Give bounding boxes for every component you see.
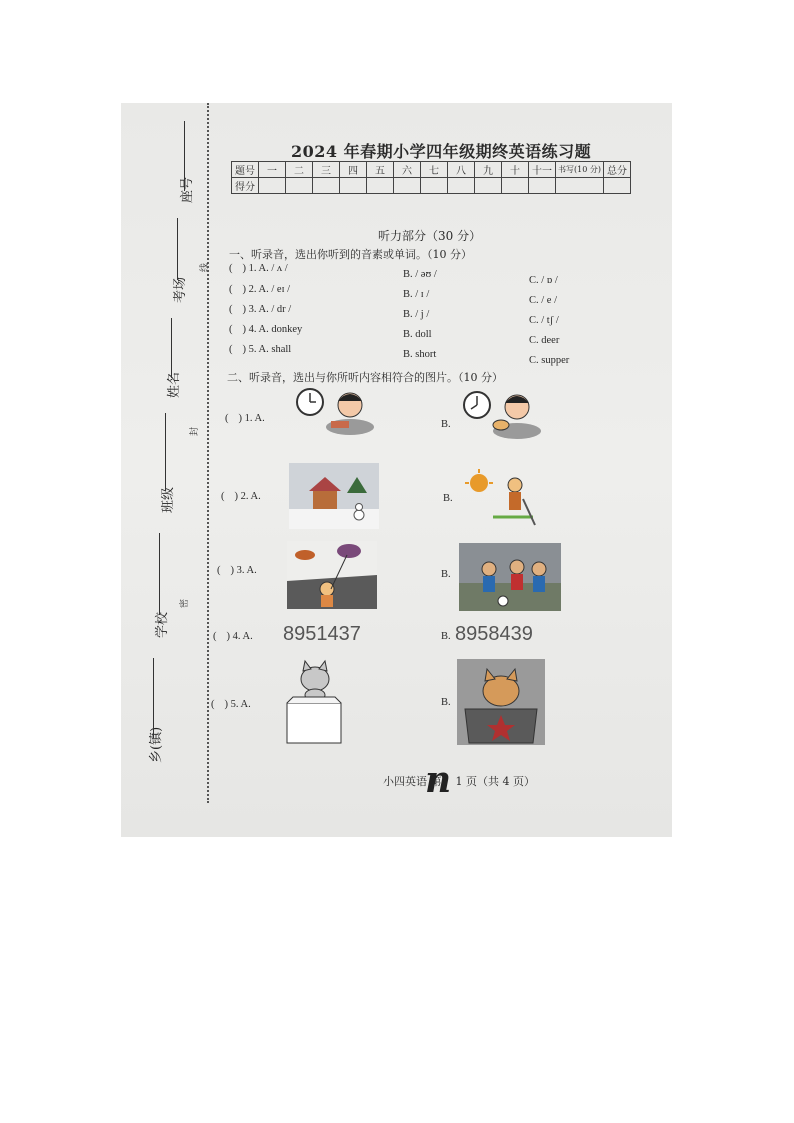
q1-option-a: ) 1. A. / ʌ / (242, 263, 288, 274)
binding-dotted-line (207, 103, 209, 803)
p4-label: ) 4. A. (226, 631, 253, 642)
answer-bracket[interactable]: ( (217, 565, 231, 576)
score-cell[interactable] (367, 178, 394, 194)
p3-item (217, 565, 257, 576)
score-cell[interactable] (259, 178, 286, 194)
phone-number-b: 8958439 (455, 623, 533, 645)
score-cell[interactable] (448, 178, 475, 194)
score-label: 得分 (232, 178, 259, 194)
col-header: 书写(10 分) (556, 162, 604, 178)
township-underline (153, 658, 154, 738)
class-underline (165, 413, 166, 491)
q3-option-a: ) 3. A. / dr / (242, 304, 292, 315)
p1-option-b: B. (441, 419, 451, 430)
p5-label: ) 5. A. (224, 699, 251, 710)
q1-item (229, 263, 288, 274)
clock-girl-eating-picture-a (295, 385, 379, 441)
q4-option-b: B. doll (403, 329, 432, 340)
exam-room-underline (177, 218, 178, 280)
col-header: 五 (367, 162, 394, 178)
cat-on-box-picture (281, 659, 347, 745)
col-header: 十一 (529, 162, 556, 178)
boys-playing-football-picture (459, 543, 561, 611)
name-underline (171, 318, 172, 378)
name-label: 姓名 (167, 371, 182, 398)
score-cell[interactable] (313, 178, 340, 194)
score-cell[interactable] (529, 178, 556, 194)
school-underline (159, 533, 160, 615)
p3-option-b: B. (441, 569, 451, 580)
handwritten-n-mark: n (425, 759, 452, 801)
answer-bracket[interactable]: ( (221, 491, 235, 502)
score-cell[interactable] (475, 178, 502, 194)
secret-mark: 密 (180, 598, 191, 609)
class-label: 班级 (161, 486, 176, 513)
p1-item (225, 413, 265, 424)
header-label: 题号 (232, 162, 259, 178)
answer-bracket[interactable]: ( (229, 304, 243, 315)
q3-option-b: B. / j / (403, 309, 430, 320)
score-cell[interactable] (556, 178, 604, 194)
p3-label: ) 3. A. (230, 565, 257, 576)
winter-snow-house-picture (289, 463, 379, 529)
q1-option-b: B. / əʊ / (403, 269, 437, 280)
col-header: 八 (448, 162, 475, 178)
col-header: 四 (340, 162, 367, 178)
p2-label: ) 2. A. (234, 491, 261, 502)
p2-option-b: B. (443, 493, 453, 504)
boy-flying-kite-picture (287, 541, 377, 609)
q5-option-a: ) 5. A. shall (242, 344, 292, 355)
exam-photo (121, 103, 672, 837)
col-header: 九 (475, 162, 502, 178)
q4-option-c: C. deer (529, 335, 560, 346)
q5-item (229, 344, 291, 355)
q3-option-c: C. / tʃ / (529, 315, 559, 326)
col-header: 二 (286, 162, 313, 178)
score-cell[interactable] (502, 178, 529, 194)
p4-item (213, 631, 253, 642)
seat-underline (184, 121, 185, 191)
p5-item (211, 699, 251, 710)
answer-bracket[interactable]: ( (229, 344, 243, 355)
school-label: 学校 (155, 611, 170, 638)
q3-item (229, 304, 291, 315)
score-cell[interactable] (421, 178, 448, 194)
score-cell[interactable] (286, 178, 313, 194)
footer-text: 小四英语 第 (383, 775, 442, 788)
footer-page: 1 页（共 4 页） (455, 775, 535, 788)
answer-bracket[interactable]: ( (229, 263, 243, 274)
q2-option-a: ) 2. A. / eɪ / (242, 284, 291, 295)
seat-label: 座号 (180, 176, 195, 203)
score-table (231, 161, 631, 194)
q2-item (229, 284, 290, 295)
col-header: 总分 (603, 162, 630, 178)
p4-option-b: B. (441, 631, 451, 642)
score-cell[interactable] (394, 178, 421, 194)
page-footer (383, 773, 535, 789)
col-header: 七 (421, 162, 448, 178)
section2-title: 二、听录音，选出与你所听内容相符合的图片。（10 分） (227, 371, 503, 384)
answer-bracket[interactable]: ( (229, 284, 243, 295)
col-header: 一 (259, 162, 286, 178)
q5-option-c: C. supper (529, 355, 570, 366)
p2-item (221, 491, 261, 502)
score-cell[interactable] (603, 178, 630, 194)
township-label: 乡(镇) (149, 726, 164, 763)
seal-mark: 封 (190, 426, 201, 437)
col-header: 十 (502, 162, 529, 178)
sun-gardener-picture (463, 469, 541, 531)
exam-title: 2024 年春期小学四年级期终英语练习题 (291, 142, 592, 161)
q2-option-b: B. / ɪ / (403, 289, 430, 300)
clock-girl-eating-picture-b (461, 387, 545, 443)
listening-header: 听力部分（30 分） (378, 229, 482, 243)
answer-bracket[interactable]: ( (211, 699, 225, 710)
score-cell[interactable] (340, 178, 367, 194)
line-mark: 线 (200, 262, 211, 273)
p1-label: ) 1. A. (238, 413, 265, 424)
cat-in-box-picture (457, 659, 545, 745)
col-header: 六 (394, 162, 421, 178)
exam-room-label: 考场 (173, 276, 188, 303)
p5-option-b: B. (441, 697, 451, 708)
answer-bracket[interactable]: ( (225, 413, 239, 424)
q5-option-b: B. short (403, 349, 437, 360)
answer-bracket[interactable]: ( (213, 631, 227, 642)
section1-title: 一、听录音，选出你听到的音素或单词。（10 分） (229, 248, 472, 261)
col-header: 三 (313, 162, 340, 178)
q4-option-a: ) 4. A. donkey (242, 324, 303, 335)
phone-number-a: 8951437 (283, 623, 361, 645)
q1-option-c: C. / ɒ / (529, 275, 558, 286)
q2-option-c: C. / e / (529, 295, 557, 306)
answer-bracket[interactable]: ( (229, 324, 243, 335)
q4-item (229, 324, 302, 335)
